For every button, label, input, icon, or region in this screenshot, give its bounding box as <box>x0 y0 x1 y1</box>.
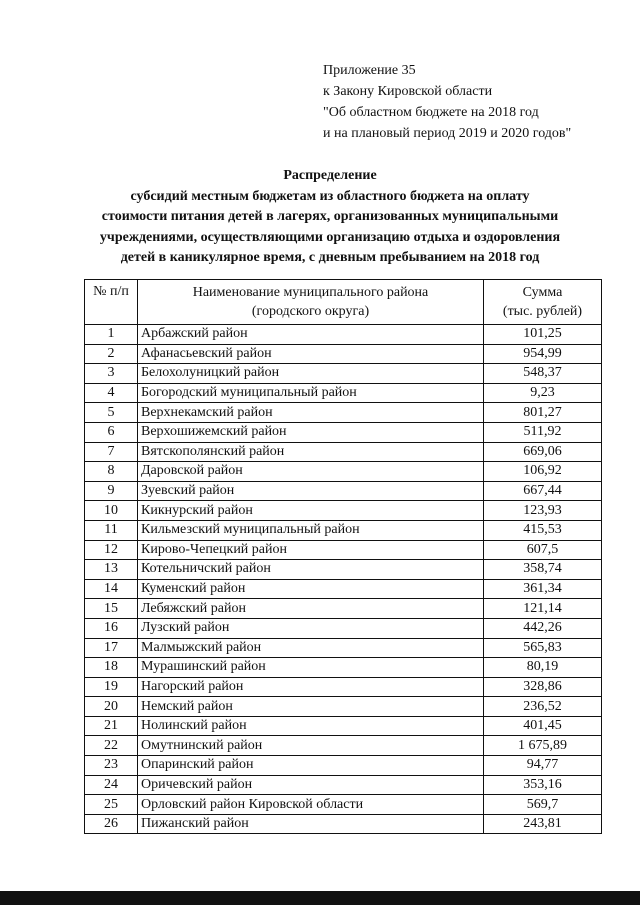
subsidy-amount: 94,77 <box>484 756 602 776</box>
district-name: Верхошижемский район <box>138 422 484 442</box>
table-header-row <box>85 280 602 325</box>
subsidy-amount: 9,23 <box>484 383 602 403</box>
subsidy-amount: 667,44 <box>484 481 602 501</box>
row-number: 13 <box>85 560 138 580</box>
table-row <box>85 716 602 736</box>
row-number: 16 <box>85 618 138 638</box>
table-row <box>85 481 602 501</box>
table-row <box>85 677 602 697</box>
table-row <box>85 638 602 658</box>
header-amount-line: (тыс. рублей) <box>502 304 583 319</box>
header-number-label: № п/п <box>93 284 129 299</box>
district-name: Лебяжский район <box>138 599 484 619</box>
table-row <box>85 599 602 619</box>
document-subtitle-line: детей в каникулярное время, с дневным пребыванием на 2018 год <box>120 250 540 265</box>
table-row <box>85 814 602 834</box>
scan-bottom-edge <box>0 891 640 905</box>
table-row <box>85 501 602 521</box>
district-name: Кикнурский район <box>138 501 484 521</box>
district-name: Нагорский район <box>138 677 484 697</box>
row-number: 9 <box>85 481 138 501</box>
document-subtitle-line: стоимости питания детей в лагерях, организованных муниципальными <box>101 209 559 224</box>
row-number: 1 <box>85 325 138 345</box>
district-name: Куменский район <box>138 579 484 599</box>
subsidy-amount: 669,06 <box>484 442 602 462</box>
document-subtitle-line: учреждениями, осуществляющими организацию отдыха и оздоровления <box>99 229 561 245</box>
subsidy-amount: 80,19 <box>484 658 602 678</box>
row-number: 25 <box>85 795 138 815</box>
appendix-line: и на плановый период 2019 и 2020 годов" <box>323 126 572 141</box>
subsidy-amount: 565,83 <box>484 638 602 658</box>
appendix-reference <box>323 60 571 144</box>
table-row <box>85 579 602 599</box>
row-number: 6 <box>85 422 138 442</box>
table-row <box>85 795 602 815</box>
district-name: Богородский муниципальный район <box>138 383 484 403</box>
appendix-line: Приложение 35 <box>323 63 416 78</box>
row-number: 23 <box>85 756 138 776</box>
district-name: Немский район <box>138 697 484 717</box>
district-name: Афанасьевский район <box>138 344 484 364</box>
table-row <box>85 520 602 540</box>
header-name-line: Наименование муниципального района <box>192 285 429 300</box>
table-row <box>85 383 602 403</box>
table-row <box>85 658 602 678</box>
subsidy-amount: 954,99 <box>484 344 602 364</box>
subsidy-amount: 548,37 <box>484 364 602 384</box>
header-amount-line: Сумма <box>522 285 563 300</box>
district-name: Малмыжский район <box>138 638 484 658</box>
table-row <box>85 422 602 442</box>
district-name: Верхнекамский район <box>138 403 484 423</box>
district-name: Оричевский район <box>138 775 484 795</box>
subsidy-amount: 106,92 <box>484 462 602 482</box>
table-row <box>85 442 602 462</box>
document-title: Распределение <box>283 168 377 183</box>
table-row <box>85 540 602 560</box>
header-name-line: (городского округа) <box>251 304 370 319</box>
subsidy-amount: 101,25 <box>484 325 602 345</box>
row-number: 19 <box>85 677 138 697</box>
subsidy-amount: 511,92 <box>484 422 602 442</box>
subsidy-amount: 121,14 <box>484 599 602 619</box>
row-number: 15 <box>85 599 138 619</box>
row-number: 26 <box>85 814 138 834</box>
row-number: 12 <box>85 540 138 560</box>
subsidy-amount: 442,26 <box>484 618 602 638</box>
table-row <box>85 560 602 580</box>
subsidy-amount: 569,7 <box>484 795 602 815</box>
table-row <box>85 344 602 364</box>
district-name: Лузский район <box>138 618 484 638</box>
district-name: Зуевский район <box>138 481 484 501</box>
subsidy-amount: 243,81 <box>484 814 602 834</box>
document-subtitle-line: субсидий местным бюджетам из областного бюджета на оплату <box>130 188 530 204</box>
table-row <box>85 462 602 482</box>
subsidy-amount: 415,53 <box>484 520 602 540</box>
row-number: 21 <box>85 716 138 736</box>
subsidy-amount: 123,93 <box>484 501 602 521</box>
appendix-line: "Об областном бюджете на 2018 год <box>323 105 539 120</box>
header-amount <box>484 280 602 325</box>
subsidy-amount: 361,34 <box>484 579 602 599</box>
table-row <box>85 736 602 756</box>
district-name: Арбажский район <box>138 325 484 345</box>
subsidy-amount: 1 675,89 <box>484 736 602 756</box>
header-number <box>85 280 138 325</box>
appendix-line: к Закону Кировской области <box>323 84 493 99</box>
row-number: 7 <box>85 442 138 462</box>
district-name: Вятскополянский район <box>138 442 484 462</box>
district-name: Котельничский район <box>138 560 484 580</box>
district-name: Кильмезский муниципальный район <box>138 520 484 540</box>
row-number: 5 <box>85 403 138 423</box>
header-district-name <box>138 280 484 325</box>
row-number: 10 <box>85 501 138 521</box>
row-number: 14 <box>85 579 138 599</box>
subsidy-amount: 328,86 <box>484 677 602 697</box>
row-number: 4 <box>85 383 138 403</box>
subsidy-amount: 801,27 <box>484 403 602 423</box>
row-number: 20 <box>85 697 138 717</box>
table-body <box>85 325 602 834</box>
district-name: Омутнинский район <box>138 736 484 756</box>
row-number: 11 <box>85 520 138 540</box>
table-row <box>85 756 602 776</box>
table-row <box>85 403 602 423</box>
table-row <box>85 618 602 638</box>
subsidy-table <box>84 279 602 834</box>
subsidy-amount: 607,5 <box>484 540 602 560</box>
document-heading <box>60 166 600 269</box>
table-row <box>85 325 602 345</box>
table-row <box>85 697 602 717</box>
row-number: 18 <box>85 658 138 678</box>
district-name: Орловский район Кировской области <box>138 795 484 815</box>
district-name: Даровской район <box>138 462 484 482</box>
district-name: Нолинский район <box>138 716 484 736</box>
district-name: Мурашинский район <box>138 658 484 678</box>
row-number: 3 <box>85 364 138 384</box>
row-number: 22 <box>85 736 138 756</box>
subsidy-amount: 353,16 <box>484 775 602 795</box>
subsidy-amount: 401,45 <box>484 716 602 736</box>
district-name: Опаринский район <box>138 756 484 776</box>
row-number: 2 <box>85 344 138 364</box>
district-name: Пижанский район <box>138 814 484 834</box>
district-name: Кирово-Чепецкий район <box>138 540 484 560</box>
district-name: Белохолуницкий район <box>138 364 484 384</box>
table-row <box>85 364 602 384</box>
table-row <box>85 775 602 795</box>
row-number: 24 <box>85 775 138 795</box>
subsidy-amount: 358,74 <box>484 560 602 580</box>
row-number: 8 <box>85 462 138 482</box>
row-number: 17 <box>85 638 138 658</box>
subsidy-amount: 236,52 <box>484 697 602 717</box>
